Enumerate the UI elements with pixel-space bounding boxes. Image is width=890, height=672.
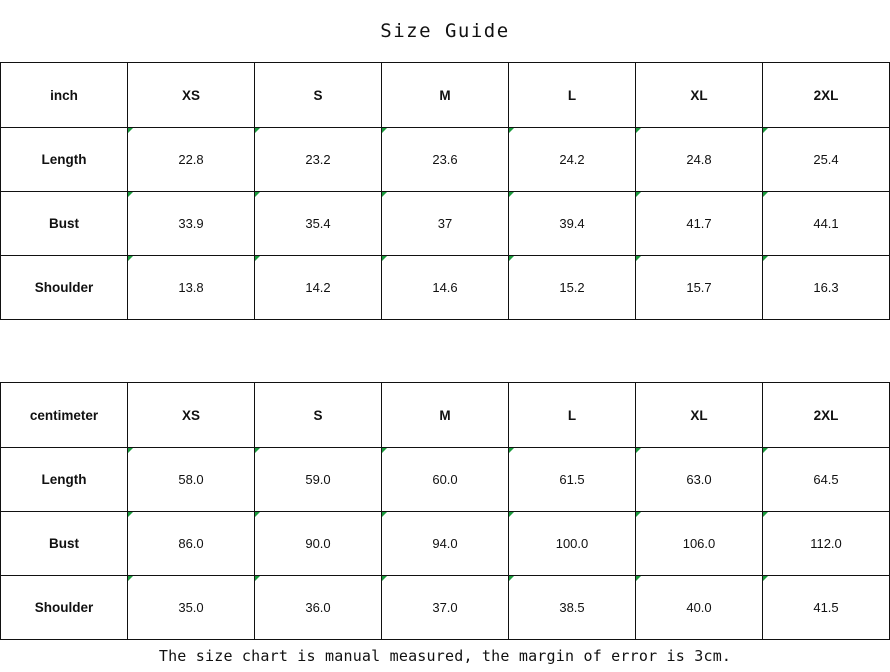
table-header-row <box>1 63 890 128</box>
cell-length-l: 61.5 <box>509 448 636 512</box>
cell-shoulder-2xl: 16.3 <box>763 256 890 320</box>
cell-bust-m: 94.0 <box>382 512 509 576</box>
cell-shoulder-2xl: 41.5 <box>763 576 890 640</box>
cell-bust-l: 100.0 <box>509 512 636 576</box>
cell-shoulder-xs: 13.8 <box>128 256 255 320</box>
size-header-xs: XS <box>128 63 255 128</box>
cell-bust-2xl: 112.0 <box>763 512 890 576</box>
cell-bust-m: 37 <box>382 192 509 256</box>
cell-bust-s: 90.0 <box>255 512 382 576</box>
row-label-bust: Bust <box>1 512 128 576</box>
cell-shoulder-xl: 15.7 <box>636 256 763 320</box>
row-label-length: Length <box>1 128 128 192</box>
table-header-row <box>1 383 890 448</box>
cell-shoulder-xs: 35.0 <box>128 576 255 640</box>
table-separator <box>0 320 890 382</box>
size-header-xl: XL <box>636 63 763 128</box>
cell-shoulder-s: 36.0 <box>255 576 382 640</box>
table-row <box>1 448 890 512</box>
table-row <box>1 256 890 320</box>
page-title: Size Guide <box>380 20 510 42</box>
cell-length-2xl: 25.4 <box>763 128 890 192</box>
size-table-inch <box>0 62 890 320</box>
row-label-shoulder: Shoulder <box>1 256 128 320</box>
table-row <box>1 192 890 256</box>
cell-bust-xl: 41.7 <box>636 192 763 256</box>
size-header-m: M <box>382 63 509 128</box>
cell-bust-xs: 33.9 <box>128 192 255 256</box>
row-label-shoulder: Shoulder <box>1 576 128 640</box>
size-header-2xl: 2XL <box>763 63 890 128</box>
cell-length-m: 23.6 <box>382 128 509 192</box>
size-header-s: S <box>255 63 382 128</box>
size-header-xl: XL <box>636 383 763 448</box>
cell-bust-2xl: 44.1 <box>763 192 890 256</box>
cell-length-l: 24.2 <box>509 128 636 192</box>
cell-bust-xs: 86.0 <box>128 512 255 576</box>
row-label-bust: Bust <box>1 192 128 256</box>
cell-shoulder-xl: 40.0 <box>636 576 763 640</box>
cell-length-s: 23.2 <box>255 128 382 192</box>
size-header-m: M <box>382 383 509 448</box>
size-header-xs: XS <box>128 383 255 448</box>
cell-shoulder-m: 14.6 <box>382 256 509 320</box>
cell-shoulder-m: 37.0 <box>382 576 509 640</box>
cell-length-xs: 58.0 <box>128 448 255 512</box>
size-header-2xl: 2XL <box>763 383 890 448</box>
cell-length-xl: 24.8 <box>636 128 763 192</box>
size-header-l: L <box>509 383 636 448</box>
cell-length-2xl: 64.5 <box>763 448 890 512</box>
cell-shoulder-l: 15.2 <box>509 256 636 320</box>
row-label-length: Length <box>1 448 128 512</box>
cell-length-xs: 22.8 <box>128 128 255 192</box>
cell-length-s: 59.0 <box>255 448 382 512</box>
cell-bust-xl: 106.0 <box>636 512 763 576</box>
size-header-s: S <box>255 383 382 448</box>
cell-bust-s: 35.4 <box>255 192 382 256</box>
cell-shoulder-s: 14.2 <box>255 256 382 320</box>
cell-length-m: 60.0 <box>382 448 509 512</box>
table-row <box>1 576 890 640</box>
cell-shoulder-l: 38.5 <box>509 576 636 640</box>
table-row <box>1 128 890 192</box>
cell-bust-l: 39.4 <box>509 192 636 256</box>
unit-label-centimeter: centimeter <box>1 383 128 448</box>
cell-length-xl: 63.0 <box>636 448 763 512</box>
size-header-l: L <box>509 63 636 128</box>
footer-note: The size chart is manual measured, the margin of error is 3cm. <box>158 647 732 665</box>
size-table-centimeter <box>0 382 890 640</box>
table-row <box>1 512 890 576</box>
unit-label-inch: inch <box>1 63 128 128</box>
